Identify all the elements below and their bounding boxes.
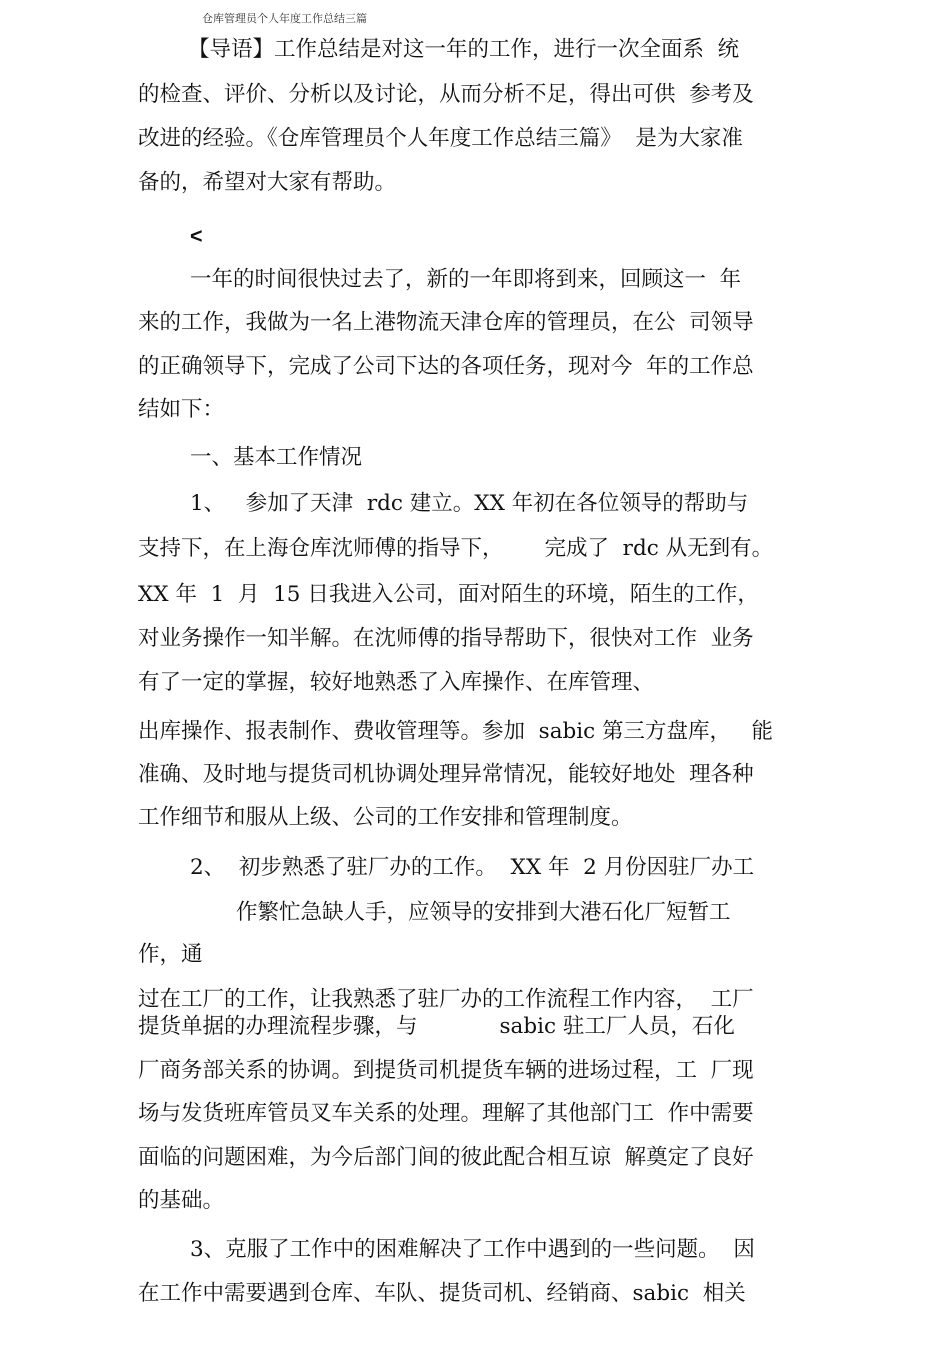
text-line: 有了一定的掌握，较好地熟悉了入库操作、在库管理、 — [138, 670, 655, 695]
text-line: 结如下： — [138, 397, 225, 422]
text-line: 对业务操作一知半解。在沈师傅的指导帮助下，很快对工作 业务 — [138, 626, 754, 651]
page-header: 仓库管理员个人年度工作总结三篇 — [202, 12, 367, 25]
text-line: 工作细节和服从上级、公司的工作安排和管理制度。 — [138, 805, 633, 830]
text-line: 在工作中需要遇到仓库、车队、提货司机、经销商、sabic 相关 — [138, 1281, 746, 1306]
text-line: 【导语】工作总结是对这一年的工作，进行一次全面系 统 — [188, 37, 740, 62]
text-line: 改进的经验。《仓库管理员个人年度工作总结三篇》 是为大家准 — [138, 126, 743, 151]
text-line: 的检查、评价、分析以及讨论，从而分析不足，得出可供 参考及 — [138, 82, 754, 107]
text-line: 过在工厂的工作，让我熟悉了驻厂办的工作流程工作内容， 工厂 — [138, 987, 754, 1012]
text-line: < — [190, 224, 203, 248]
text-line: 来的工作，我做为一名上港物流天津仓库的管理员，在公 司领导 — [138, 310, 754, 335]
text-line: 准确、及时地与提货司机协调处理异常情况，能较好地处 理各种 — [138, 762, 754, 787]
text-line: 作，通 — [138, 942, 203, 967]
text-line: 的正确领导下，完成了公司下达的各项任务，现对今 年的工作总 — [138, 354, 754, 379]
text-line: 面临的问题困难，为今后部门间的彼此配合相互谅 解奠定了良好 — [138, 1145, 754, 1170]
text-line: 支持下，在上海仓库沈师傅的指导下， 完成了 rdc 从无到有。 — [138, 536, 774, 561]
text-line: 场与发货班库管员叉车关系的处理。理解了其他部门工 作中需要 — [138, 1101, 754, 1126]
text-line: 作繁忙急缺人手，应领导的安排到大港石化厂短暂工 — [236, 900, 731, 925]
text-line: 的基础。 — [138, 1188, 225, 1213]
text-line: 2、 初步熟悉了驻厂办的工作。 XX 年 2 月份因驻厂办工 — [190, 855, 755, 880]
text-line: XX 年 1 月 15 日我进入公司，面对陌生的环境，陌生的工作， — [138, 582, 759, 607]
text-line: 一年的时间很快过去了，新的一年即将到来，回顾这一 年 — [190, 267, 742, 292]
text-line: 厂商务部关系的协调。到提货司机提货车辆的进场过程，工 厂现 — [138, 1058, 754, 1083]
text-line: 3、克服了工作中的困难解决了工作中遇到的一些问题。 因 — [190, 1237, 755, 1262]
text-line: 提货单据的办理流程步骤，与 sabic 驻工厂人员，石化 — [138, 1014, 735, 1039]
text-line: 出库操作、报表制作、费收管理等。参加 sabic 第三方盘库， 能 — [138, 719, 774, 744]
text-line: 1、 参加了天津 rdc 建立。XX 年初在各位领导的帮助与 — [190, 491, 749, 516]
section-heading: 一、基本工作情况 — [190, 445, 363, 470]
text-line: 备的，希望对大家有帮助。 — [138, 170, 397, 195]
